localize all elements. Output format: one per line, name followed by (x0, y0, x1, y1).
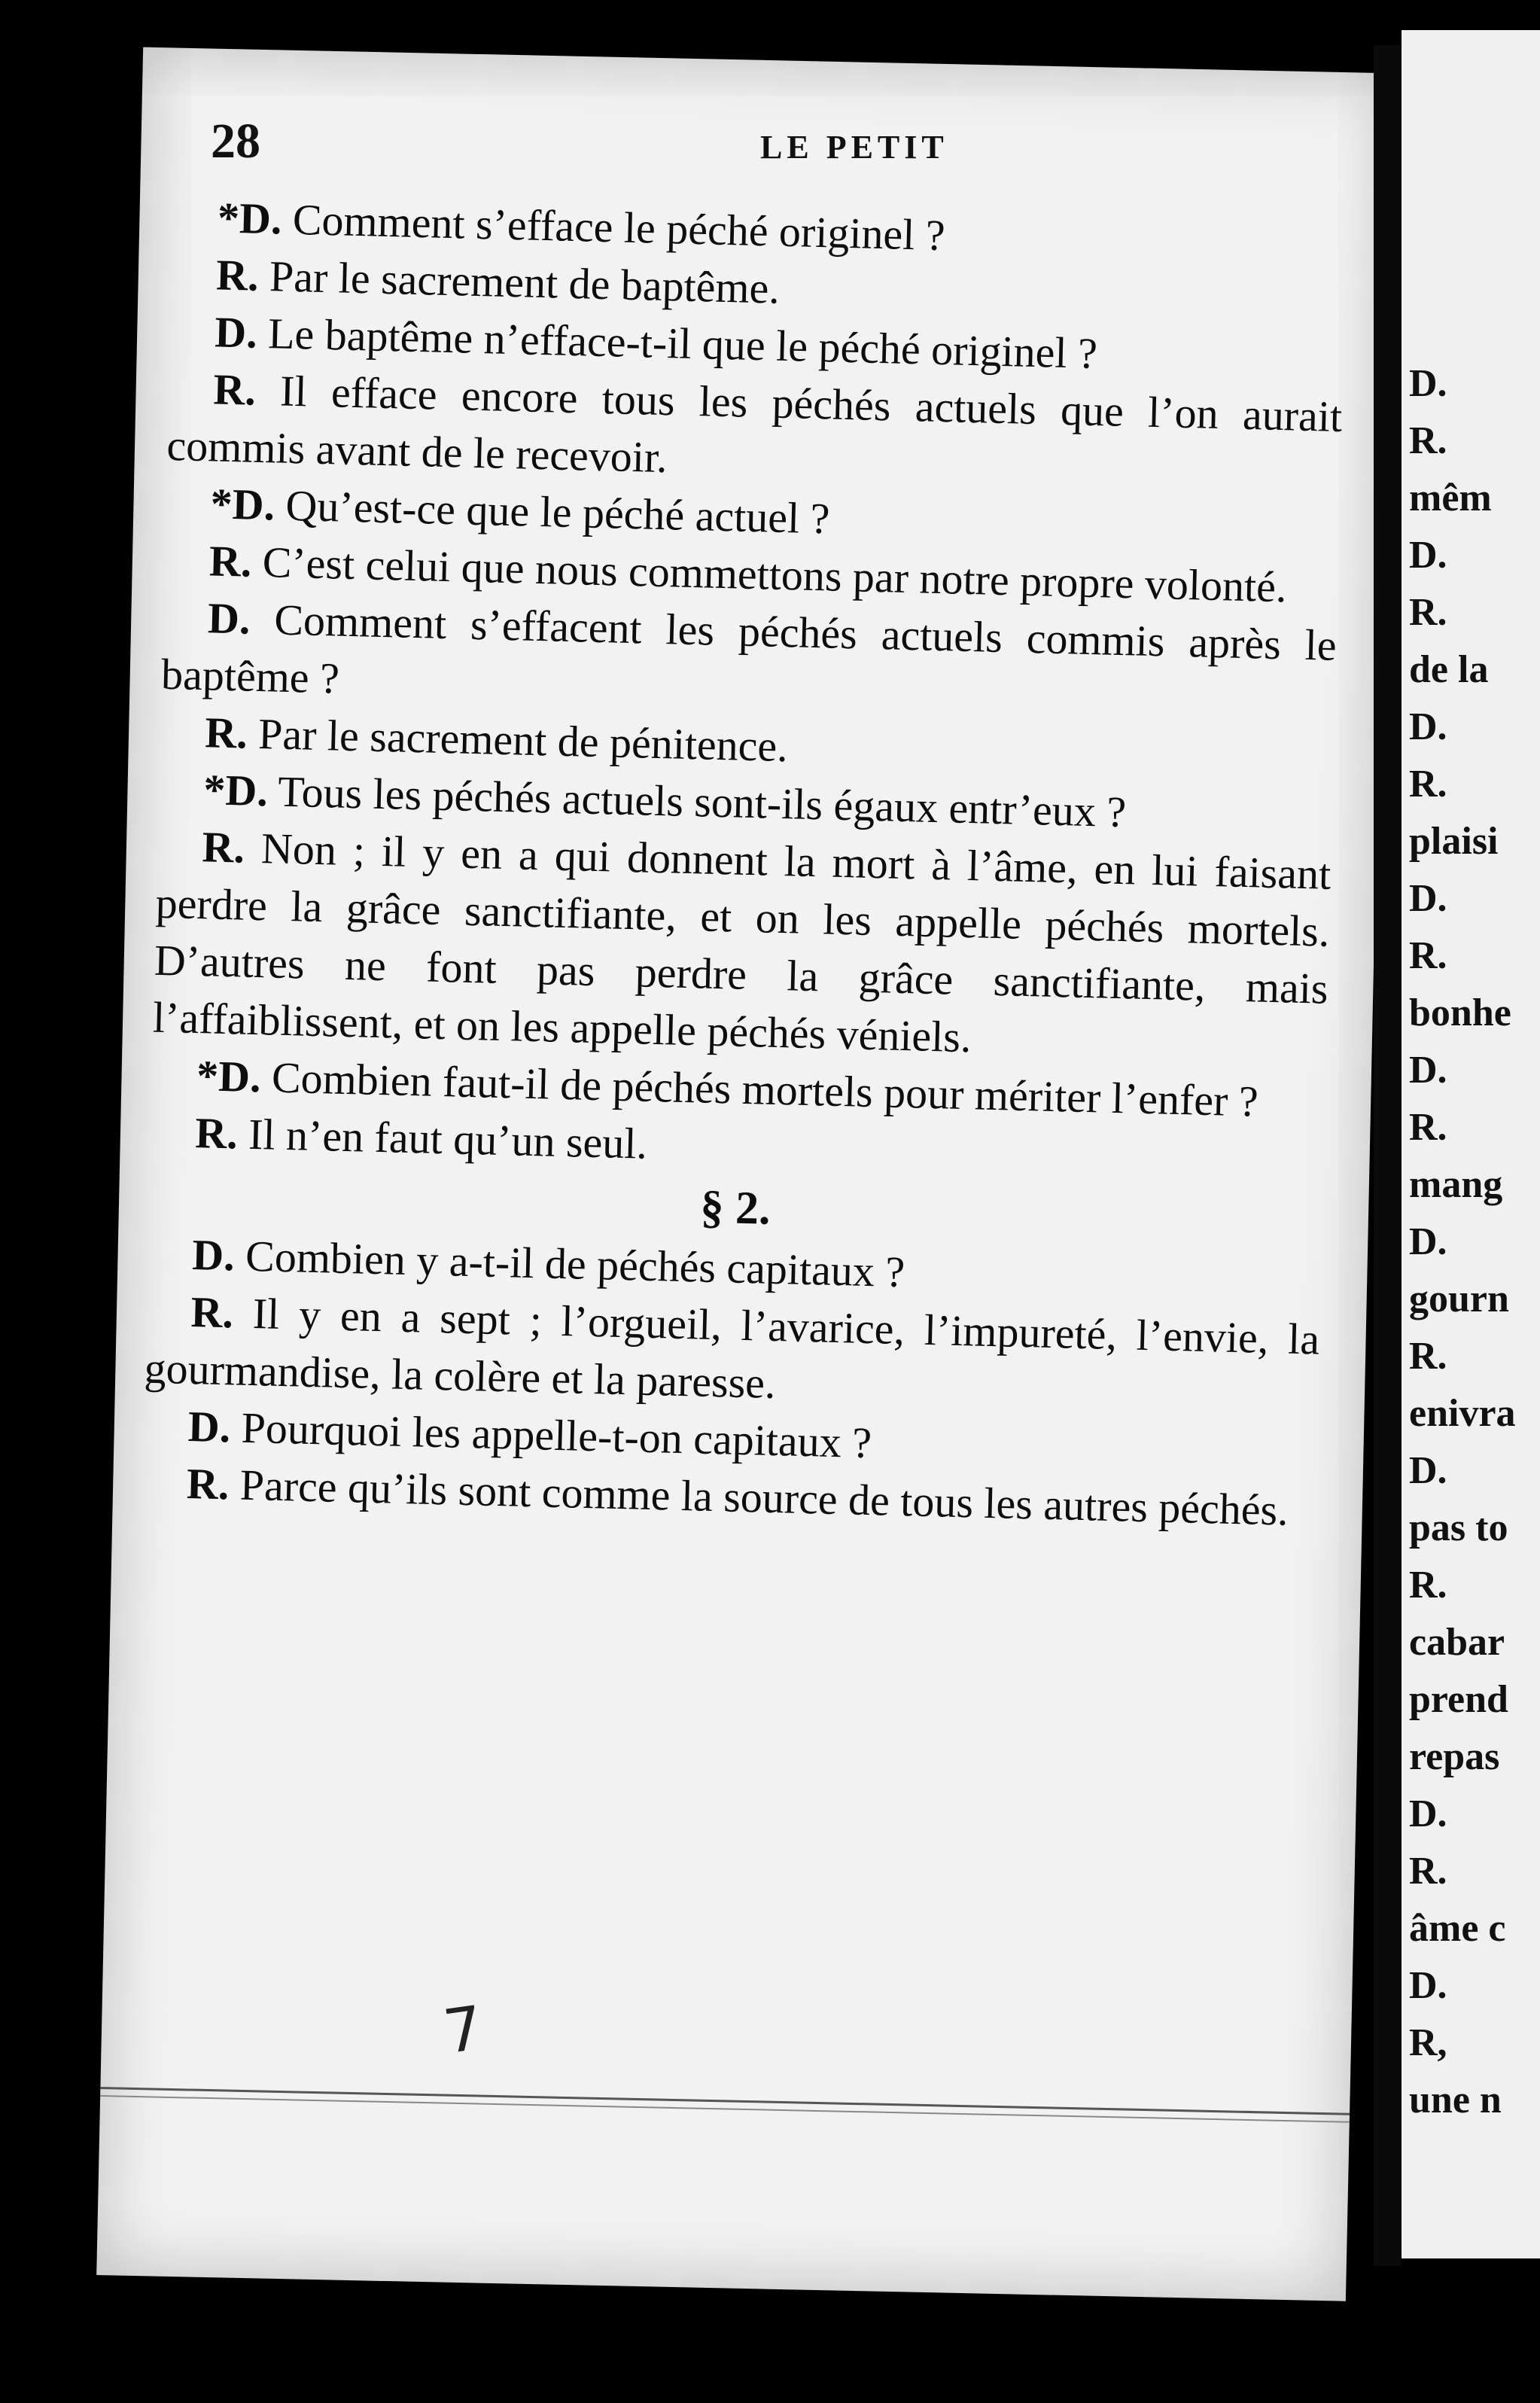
speaker-label: *D. (217, 193, 283, 244)
facing-page-fragment: R. (1409, 1850, 1447, 1893)
paragraph-text: Tous les péchés actuels sont-ils égaux entr’eux ? (267, 766, 1127, 837)
section-heading: § 2. (699, 1181, 772, 1235)
qa-section-2 (141, 1226, 1322, 1540)
facing-page-fragment: R, (1409, 2021, 1447, 2064)
qa-paragraph (152, 818, 1332, 1075)
facing-page-fragment: bonhe (1409, 991, 1511, 1034)
paragraph-text: Parce qu’ils sont comme la source de tous les autres péchés. (228, 1460, 1289, 1535)
speaker-label: R. (215, 250, 260, 300)
paragraph-text: Il efface encore tous les péchés actuels que l’on aurait commis avant de le recevoir. (166, 365, 1343, 483)
paragraph-text: Combien y a-t-il de péchés capitaux ? (233, 1231, 905, 1297)
facing-page-fragment: pas to (1409, 1506, 1508, 1549)
page-number: 28 (211, 114, 260, 169)
facing-page-fragment: R. (1409, 1564, 1447, 1607)
facing-page-fragment: D. (1409, 1049, 1447, 1092)
facing-page-fragment: enivra (1409, 1392, 1516, 1435)
facing-page-fragment: âme c (1409, 1907, 1506, 1950)
speaker-label: D. (214, 307, 258, 358)
speaker-label: D. (207, 593, 251, 644)
paragraph-text: Combien faut-il de péchés mortels pour mériter l’enfer ? (260, 1052, 1259, 1126)
facing-page-fragment: mêm (1409, 477, 1492, 519)
paragraph-text: Par le sacrement de pénitence. (246, 708, 789, 772)
speaker-label: D. (191, 1230, 236, 1281)
facing-page-fragment: repas (1409, 1735, 1500, 1778)
paragraph-text: C’est celui que nous commettons par notre propre volonté. (251, 537, 1288, 612)
speaker-label: R. (208, 536, 253, 586)
speaker-label: R. (204, 708, 248, 758)
facing-page-fragment: D. (1409, 362, 1447, 405)
facing-page-fragment: R. (1409, 1106, 1447, 1149)
facing-page-fragment: D. (1409, 1792, 1447, 1835)
paragraph-text: Il n’en faut qu’un seul. (236, 1109, 648, 1168)
facing-page-fragment: cabar (1409, 1621, 1505, 1664)
facing-page-fragment: D. (1409, 1449, 1447, 1492)
paragraph-text: Non ; il y en a qui donnent la mort à l’âme, en lui faisant perdre la grâce sanctifiante, et on les appelle péchés mortels. D’autres ne font pas perdre la grâce sanctifiante, mais l’affaiblissent, et on les appelle péchés véniels. (152, 823, 1332, 1062)
facing-page-fragment: R. (1409, 591, 1447, 634)
handwritten-mark: 7 (439, 1992, 488, 2068)
speaker-label: R. (186, 1458, 230, 1509)
facing-page-fragment: une n (1409, 2079, 1502, 2121)
paragraph-text: Il y en a sept ; l’orgueil, l’avarice, l’impureté, l’envie, la gourmandise, la colère et la paresse. (143, 1288, 1320, 1409)
facing-page-fragment: gourn (1409, 1278, 1509, 1320)
facing-page-fragment: D. (1409, 877, 1447, 920)
facing-page-fragment: D. (1409, 705, 1447, 748)
speaker-label: R. (194, 1108, 239, 1159)
facing-page-fragment: D. (1409, 1964, 1447, 2007)
facing-page-fragment: D. (1409, 1220, 1447, 1263)
qa-section-1 (149, 188, 1347, 1189)
paragraph-text: Comment s’efface le péché originel ? (281, 194, 946, 260)
paragraph-text: Le baptême n’efface-t-il que le péché originel ? (256, 308, 1098, 379)
speaker-label: R. (190, 1287, 234, 1338)
facing-page-edge (1402, 30, 1540, 2258)
book-gutter (1374, 45, 1401, 2266)
paragraph-text: Qu’est-ce que le péché actuel ? (274, 480, 831, 544)
speaker-label: R. (201, 822, 245, 873)
speaker-label: R. (212, 364, 257, 415)
speaker-label: D. (187, 1401, 231, 1452)
paragraph-text: Par le sacrement de baptême. (257, 251, 781, 313)
facing-page-fragment: de la (1409, 648, 1489, 691)
facing-page-fragment: prend (1409, 1678, 1508, 1721)
facing-page-fragment: R. (1409, 1335, 1447, 1378)
facing-page-fragment: R. (1409, 419, 1447, 462)
speaker-label: *D. (196, 1051, 262, 1102)
facing-page-fragment: plaisi (1409, 820, 1499, 863)
page-body (141, 188, 1347, 1540)
speaker-label: *D. (209, 479, 275, 530)
running-title: LE PETIT (760, 129, 948, 166)
facing-page-fragment: R. (1409, 934, 1447, 977)
facing-page-fragment: mang (1409, 1163, 1503, 1206)
page-header (211, 113, 1540, 181)
speaker-label: *D. (202, 765, 269, 816)
facing-page-fragment: R. (1409, 763, 1447, 806)
paragraph-text: Comment s’effacent les péchés actuels commis après le baptême ? (160, 594, 1338, 703)
facing-page-fragment: D. (1409, 534, 1447, 577)
paragraph-text: Pourquoi les appelle-t-on capitaux ? (230, 1403, 872, 1468)
